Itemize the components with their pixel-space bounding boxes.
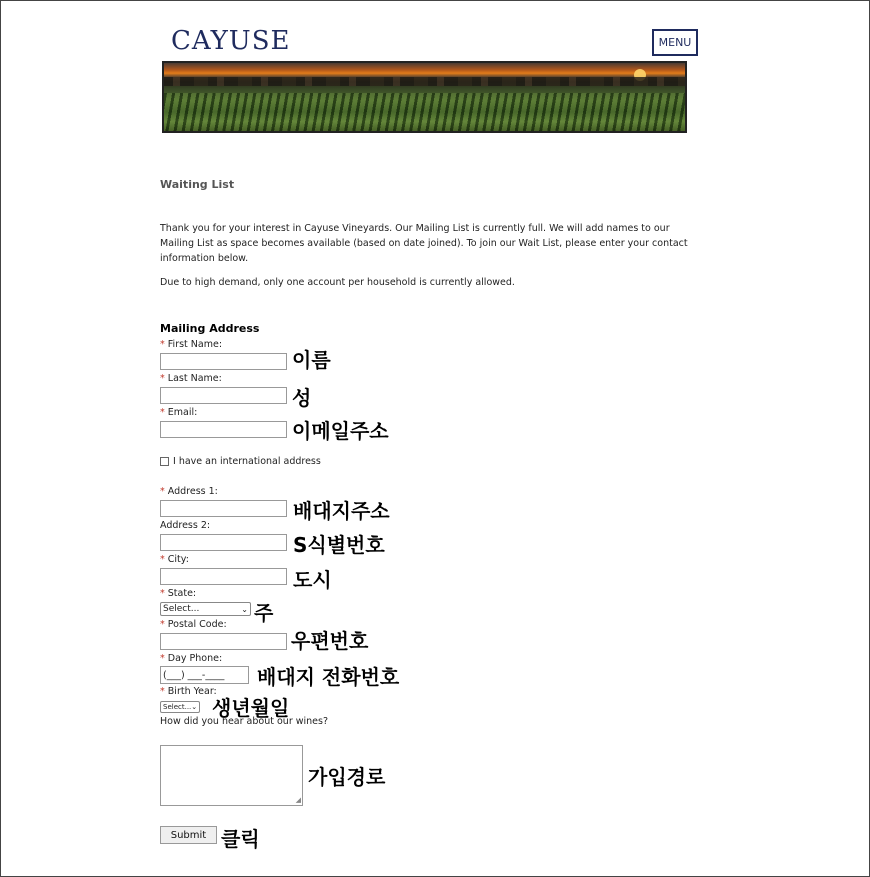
postal-code-label-text: Postal Code: bbox=[167, 619, 227, 630]
first-name-label-text: First Name: bbox=[167, 339, 223, 350]
day-phone-label-text: Day Phone: bbox=[167, 653, 223, 664]
required-mark: * bbox=[160, 588, 165, 599]
menu-button[interactable]: MENU bbox=[652, 29, 698, 56]
postal-code-input[interactable] bbox=[160, 633, 287, 650]
address1-label-text: Address 1: bbox=[167, 486, 218, 497]
state-select[interactable] bbox=[160, 602, 251, 616]
required-mark: * bbox=[160, 554, 165, 565]
international-address-checkbox[interactable] bbox=[160, 457, 169, 466]
city-label-text: City: bbox=[167, 554, 189, 565]
annotation-birth-year: 생년월일 bbox=[212, 696, 290, 720]
required-mark: * bbox=[160, 407, 165, 418]
first-name-input[interactable] bbox=[160, 353, 287, 370]
address2-input[interactable] bbox=[160, 534, 287, 551]
last-name-input[interactable] bbox=[160, 387, 287, 404]
email-label bbox=[160, 407, 197, 418]
vineyard-banner-image bbox=[162, 61, 687, 133]
day-phone-input[interactable]: (___) ___-____ bbox=[160, 666, 249, 684]
last-name-label bbox=[160, 373, 222, 384]
hear-about-textarea[interactable] bbox=[160, 745, 303, 806]
chevron-down-icon: ⌄ bbox=[191, 703, 198, 711]
address1-label bbox=[160, 486, 218, 497]
chevron-down-icon: ⌄ bbox=[241, 604, 248, 614]
annotation-city: 도시 bbox=[293, 568, 332, 592]
state-select-value: Select... bbox=[163, 604, 200, 614]
annotation-state: 주 bbox=[254, 601, 274, 625]
required-mark: * bbox=[160, 373, 165, 384]
birth-year-label bbox=[160, 686, 217, 697]
first-name-label bbox=[160, 339, 222, 350]
annotation-hear: 가입경로 bbox=[308, 765, 386, 789]
vine-rows bbox=[164, 93, 685, 133]
international-address-label: I have an international address bbox=[173, 456, 321, 467]
annotation-email: 이메일주소 bbox=[292, 419, 389, 443]
required-mark: * bbox=[160, 686, 165, 697]
required-mark: * bbox=[160, 486, 165, 497]
city-input[interactable] bbox=[160, 568, 287, 585]
annotation-postal: 우편번호 bbox=[291, 629, 369, 653]
intro-text: Thank you for your interest in Cayuse Vineyards. Our Mailing List is currently full. We will add names to our Mailing List as space becomes available (based on date joined). To join our Wait List, please enter your contact information below. bbox=[160, 223, 688, 264]
last-name-label-text: Last Name: bbox=[167, 373, 222, 384]
annotation-address2: S식별번호 bbox=[293, 533, 385, 557]
annotation-submit: 클릭 bbox=[221, 827, 260, 851]
household-notice: Due to high demand, only one account per household is currently allowed. bbox=[160, 277, 515, 288]
tree-line bbox=[164, 77, 685, 86]
address1-input[interactable] bbox=[160, 500, 287, 517]
page-title: Waiting List bbox=[160, 178, 235, 191]
postal-code-label bbox=[160, 619, 227, 630]
state-label-text: State: bbox=[167, 588, 197, 599]
city-label bbox=[160, 554, 189, 565]
state-label bbox=[160, 588, 196, 599]
submit-button[interactable]: Submit bbox=[160, 826, 217, 844]
mailing-address-heading: Mailing Address bbox=[160, 322, 260, 335]
cayuse-logo[interactable]: CAYUSE bbox=[171, 26, 291, 56]
email-label-text: Email: bbox=[167, 407, 198, 418]
day-phone-label bbox=[160, 653, 222, 664]
required-mark: * bbox=[160, 619, 165, 630]
international-address-row bbox=[160, 456, 321, 467]
required-mark: * bbox=[160, 653, 165, 664]
address2-label: Address 2: bbox=[160, 520, 211, 531]
annotation-address1: 배대지주소 bbox=[293, 499, 390, 523]
hear-about-label: How did you hear about our wines? bbox=[160, 716, 329, 727]
annotation-last-name: 성 bbox=[292, 386, 312, 410]
birth-year-label-text: Birth Year: bbox=[167, 686, 217, 697]
annotation-phone: 배대지 전화번호 bbox=[257, 665, 400, 689]
email-input[interactable] bbox=[160, 421, 287, 438]
required-mark: * bbox=[160, 339, 165, 350]
birth-year-select-value: Select... bbox=[163, 703, 192, 711]
birth-year-select[interactable] bbox=[160, 701, 200, 713]
annotation-first-name: 이름 bbox=[292, 348, 331, 372]
resize-grip-icon[interactable]: ◢ bbox=[295, 796, 301, 804]
